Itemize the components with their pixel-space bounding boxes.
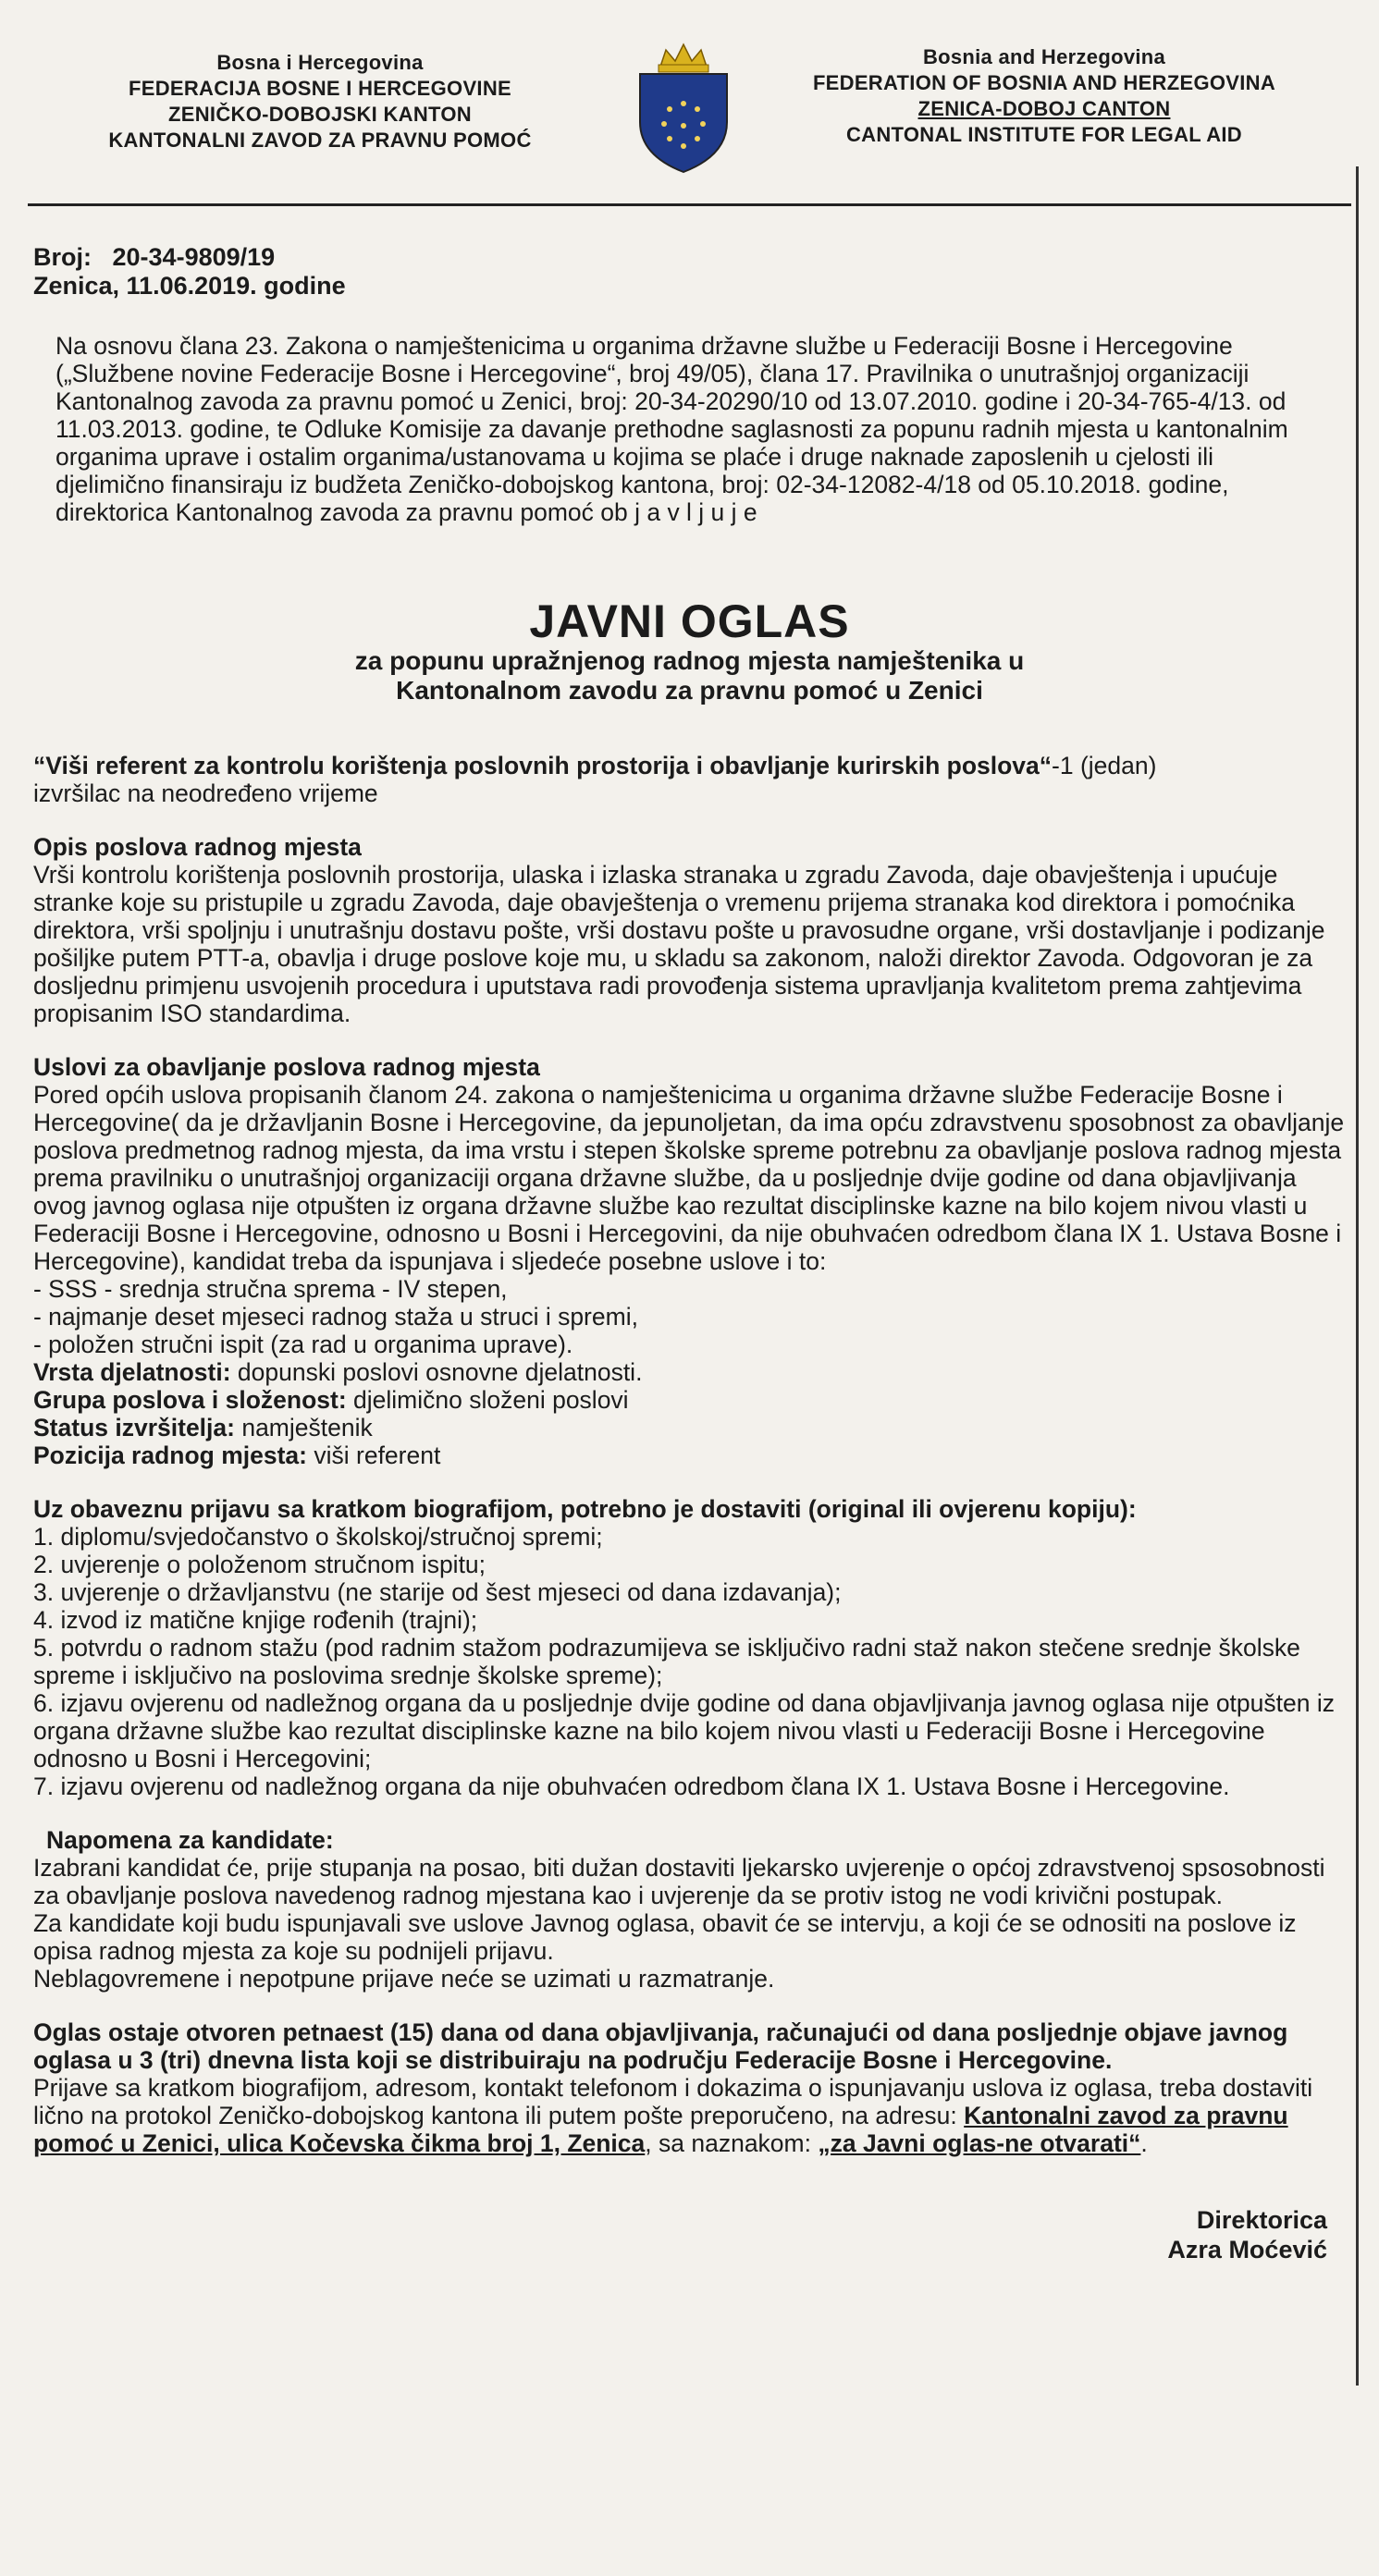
candidate-note: Za kandidate koji budu ispunjavali sve uslove Javnog oglasa, obavit će se intervju, a koji će se odnositi na poslove iz opisa radnog mjesta za koje su podnijeli prijavu. xyxy=(33,1909,1297,1965)
employee-status xyxy=(33,1414,1346,1441)
document-item: 5. potvrdu o radnom stažu (pod radnim stažom podrazumijeva se isključivo radni staž nakon stečene srednje školske spreme i isključivo na poslovima srednje školske spreme); xyxy=(33,1634,1300,1689)
envelope-marking: „za Javni oglas-ne otvarati“ xyxy=(818,2129,1141,2157)
letterhead-country-en: Bosnia and Herzegovina xyxy=(922,45,1166,68)
job-position-value: viši referent xyxy=(307,1441,441,1469)
notice-subtitle-1: za popunu upražnjenog radnog mjesta namještenika u xyxy=(354,646,1025,675)
requirement-item: - najmanje deset mjeseci radnog staža u struci i spremi, xyxy=(33,1303,638,1331)
activity-type xyxy=(33,1358,1346,1386)
job-description-section xyxy=(33,833,1346,1027)
letterhead-canton-en: ZENICA-DOBOJ CANTON xyxy=(917,97,1171,120)
document-item: 1. diplomu/svjedočanstvo o školskoj/stručnoj spremi; xyxy=(33,1523,603,1551)
job-position xyxy=(33,1441,1346,1469)
position-block xyxy=(33,752,1346,807)
notice-title: JAVNI OGLAS xyxy=(529,595,850,647)
activity-type-label: Vrsta djelatnosti: xyxy=(33,1358,231,1386)
notice-title-block xyxy=(33,596,1346,705)
letterhead-canton: ZENIČKO-DOBOJSKI KANTON xyxy=(168,103,472,126)
employee-status-value: namještenik xyxy=(234,1414,373,1441)
letterhead-institute: KANTONALNI ZAVOD ZA PRAVNU POMOĆ xyxy=(108,129,532,152)
submission-text: Prijave sa kratkom biografijom, adresom, kontakt telefonom i dokazima o ispunjavanju uslova iz oglasa, treba dostaviti lično na protokol Zeničko-dobojskog kantona ili putem pošte preporučeno, na adresu: xyxy=(33,2074,1313,2129)
submission-instructions xyxy=(33,2074,1346,2157)
candidate-notes-section xyxy=(33,1826,1346,1993)
letterhead-english xyxy=(776,44,1312,148)
requirement-item: - položen stručni ispit (za rad u organima uprave). xyxy=(33,1331,573,1358)
letterhead-country: Bosna i Hercegovina xyxy=(216,51,424,74)
reference-date: Zenica, 11.06.2019. godine xyxy=(33,272,346,300)
reference-number-label: Broj: xyxy=(33,243,92,271)
documents-section xyxy=(33,1495,1346,1800)
reference-number xyxy=(33,243,1346,272)
employee-status-label: Status izvršitelja: xyxy=(33,1414,235,1441)
job-description-heading: Opis poslova radnog mjesta xyxy=(33,833,362,861)
job-description-text: Vrši kontrolu korištenja poslovnih prostorija, ulaska i izlaska stranaka u zgradu Zavoda, daje obavještenja i upućuje stranke koje su pristupile u zgradu Zavoda, daje obavještenja o vremenu prijema stranaka kod direktora i pomoćnika direktora, vrši spoljnju i unutrašnju dostavu pošte, vrši dostavu pošte u pravosudne organe, vrši dostavljanje i podizanje pošiljke putem PTT-a, obavlja i druge poslove koje mu, u skladu sa zakonom, naloži direktor Zavoda. Odgovoran je za dosljednu primjenu usvojenih procedura i uputstava radi provođenja sistema upravljanja kvalitetom prema zahtjevima propisanim ISO standardima. xyxy=(33,861,1325,1027)
job-group-value: djelimično složeni poslovi xyxy=(346,1386,629,1414)
document-item: 2. uvjerenje o položenom stručnom ispitu; xyxy=(33,1551,486,1578)
letterhead-institute-en: CANTONAL INSTITUTE FOR LEGAL AID xyxy=(845,123,1242,146)
signatory-role: Direktorica xyxy=(1196,2206,1327,2234)
signature-block xyxy=(33,2205,1327,2264)
candidate-notes-heading: Napomena za kandidate: xyxy=(46,1826,334,1854)
notice-subtitle-2: Kantonalnom zavodu za pravnu pomoć u Zenici xyxy=(396,676,983,705)
submission-address: Kantonalni zavod za pravnu pomoć u Zenici, ulica Kočevska čikma broj 1, Zenica xyxy=(33,2102,1288,2157)
position-term: izvršilac na neodređeno vrijeme xyxy=(33,779,378,807)
closing-section xyxy=(33,2018,1346,2157)
letterhead-federation-en: FEDERATION OF BOSNIA AND HERZEGOVINA xyxy=(812,71,1276,94)
document-item: 3. uvjerenje o državljanstvu (ne starije od šest mjeseci od dana izdavanja); xyxy=(33,1578,842,1606)
coat-of-arms-icon xyxy=(633,37,734,176)
letterhead-local xyxy=(89,50,551,153)
requirements-section xyxy=(33,1053,1346,1469)
requirements-text: Pored općih uslova propisanih članom 24. zakona o namještenicima u organima državne službe Federacije Bosne i Hercegovine( da je državljanin Bosne i Hercegovine, da jepunoljetan, da ima opću zdravstvenu sposobnost za obavljanje poslova predmetnog radnog mjesta, da ima vrstu i stepen školske spreme potrebnu za obavljanje poslova radnog mjesta prema pravilniku o unutrašnjoj organizaciji organa državne službe, da u posljednje dvije godine od dana objavljivanja ovog javnog oglasa nije otpušten iz organa državne službe kao rezultat disciplinske kazne na bilo kojem nivou vlasti u Federaciji Bosne i Hercegovine, odnosno u Bosni i Hercegovini, da nije obuhvaćen odredbom člana IX 1. Ustava Bosne i Hercegovine), kandidat treba da ispunjava i sljedeće posebne uslove i to: xyxy=(33,1081,1345,1275)
job-group-label: Grupa poslova i složenost: xyxy=(33,1386,347,1414)
documents-heading: Uz obaveznu prijavu sa kratkom biografijom, potrebno je dostaviti (original ili ovjerenu kopiju): xyxy=(33,1495,1137,1523)
deadline-notice: Oglas ostaje otvoren petnaest (15) dana od dana objavljivanja, računajući od dana posljednje objave javnog oglasa u 3 (tri) dnevna lista koji se distribuiraju na području Federacije Bosne i Hercegovine. xyxy=(33,2018,1288,2074)
position-name: “Viši referent za kontrolu korištenja poslovnih prostorija i obavljanje kurirskih poslova“ xyxy=(33,752,1053,779)
activity-type-value: dopunski poslovi osnovne djelatnosti. xyxy=(230,1358,643,1386)
reference-block xyxy=(33,243,1346,301)
document-item: 6. izjavu ovjerenu od nadležnog organa da u posljednje dvije godine od dana objavljivanja javnog oglasa nije otpušten iz organa državne službe kao rezultat disciplinske kazne na bilo kojem nivou vlasti u Federaciji Bosne i Hercegovine odnosno u Bosni i Hercegovini; xyxy=(33,1689,1335,1773)
position-count: -1 (jedan) xyxy=(1052,752,1157,779)
intro-paragraph: Na osnovu člana 23. Zakona o namještenicima u organima državne službe u Federaciji Bosne i Hercegovine („Službene novine Federacije Bosne i Hercegovine“, broj 49/05), člana 17. Pravilnika o unutrašnjoj organizaciji Kantonalnog zavoda za pravnu pomoć u Zenici, broj: 20-34-20290/10 od 13.07.2010. godine i 20-34-765-4/13. od 11.03.2013. godine, te Odluke Komisije za davanje prethodne saglasnosti za popunu radnih mjesta u kantonalnim organima uprave i ostalim organima/ustanovama u kojima se plaće i druge naknade zaposlenih u cjelosti ili djelimično finansiraju iz budžeta Zeničko-dobojskog kantona, broj: 02-34-12082-4/18 od 05.10.2018. godine, direktorica Kantonalnog zavoda za pravnu pomoć ob j a v l j u j e xyxy=(55,332,1288,526)
reference-number-value: 20-34-9809/19 xyxy=(112,243,276,271)
letterhead xyxy=(33,37,1346,203)
document-item: 7. izjavu ovjerenu od nadležnog organa da nije obuhvaćen odredbom člana IX 1. Ustava Bosne i Hercegovine. xyxy=(33,1773,1230,1800)
signatory-name: Azra Moćević xyxy=(1167,2236,1327,2263)
submission-end: . xyxy=(1140,2129,1148,2157)
submission-text-2: , sa naznakom: xyxy=(645,2129,819,2157)
header-divider xyxy=(28,203,1351,206)
job-position-label: Pozicija radnog mjesta: xyxy=(33,1441,307,1469)
letterhead-federation: FEDERACIJA BOSNE I HERCEGOVINE xyxy=(128,77,512,100)
document-item: 4. izvod iz matične knjige rođenih (trajni); xyxy=(33,1606,478,1634)
candidate-note: Izabrani kandidat će, prije stupanja na posao, biti dužan dostaviti ljekarsko uvjerenje o općoj zdravstvenoj spsosobnosti za obavljanje poslova navedenog radnog mjestana kao i uvjerenje da se protiv istog ne vodi krivični postupak. xyxy=(33,1854,1325,1909)
requirement-item: - SSS - srednja stručna sprema - IV stepen, xyxy=(33,1275,508,1303)
column-divider xyxy=(1356,166,1359,2386)
job-group xyxy=(33,1386,1346,1414)
candidate-note: Neblagovremene i nepotpune prijave neće se uzimati u razmatranje. xyxy=(33,1965,775,1993)
requirements-heading: Uslovi za obavljanje poslova radnog mjesta xyxy=(33,1053,540,1081)
